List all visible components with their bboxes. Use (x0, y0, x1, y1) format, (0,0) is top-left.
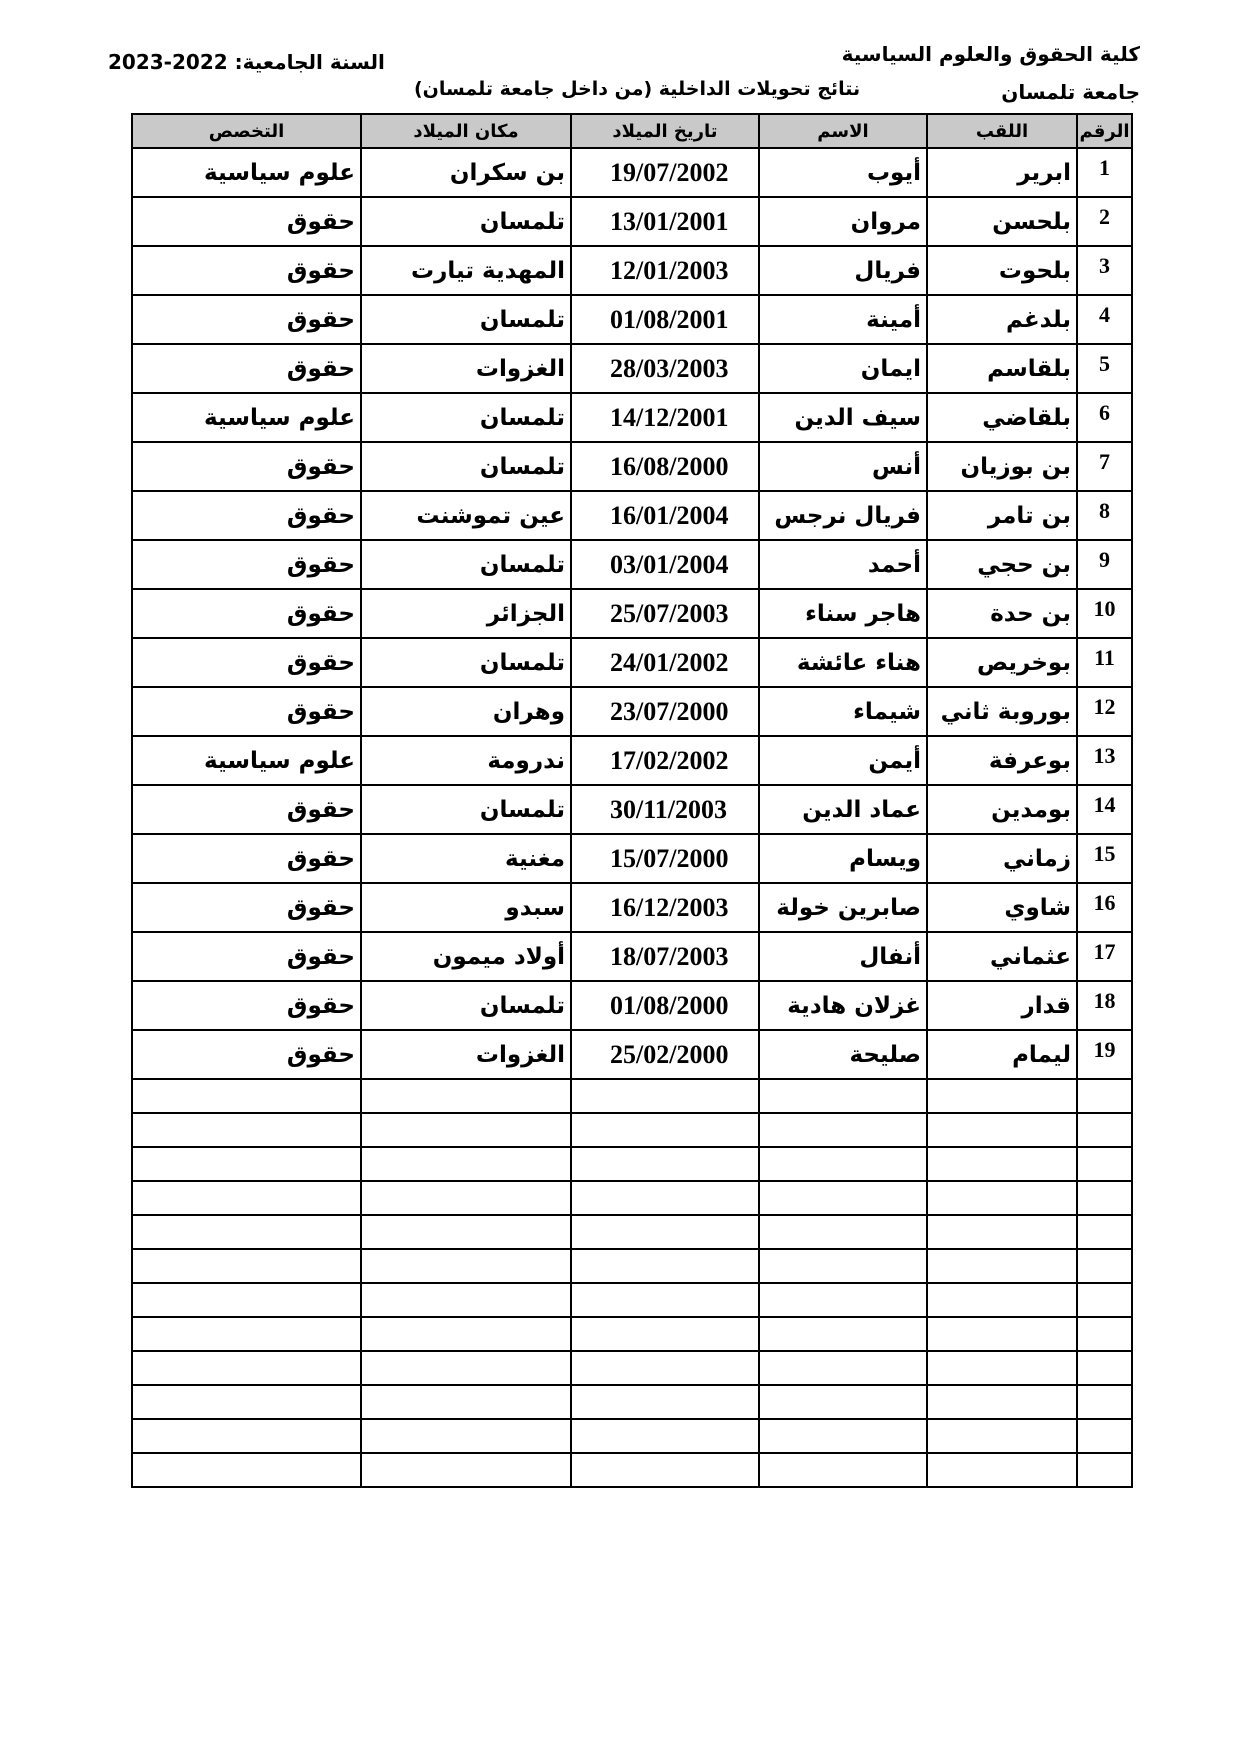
empty-cell (759, 1113, 927, 1147)
surname-cell: قدار (927, 981, 1077, 1030)
empty-cell (927, 1419, 1077, 1453)
specialty-cell: حقوق (132, 246, 361, 295)
empty-table-row (132, 1283, 1132, 1317)
empty-cell (571, 1385, 759, 1419)
specialty-cell: حقوق (132, 540, 361, 589)
empty-cell (361, 1079, 571, 1113)
empty-cell (361, 1419, 571, 1453)
empty-cell (759, 1249, 927, 1283)
table-row (132, 638, 1132, 687)
birth-place-cell: تلمسان (361, 295, 571, 344)
empty-cell (1077, 1453, 1132, 1487)
empty-table-row (132, 1113, 1132, 1147)
name-cell: ايمان (759, 344, 927, 393)
row-number: 5 (1077, 344, 1132, 393)
name-cell: أمينة (759, 295, 927, 344)
university-name: جامعة تلمسان (1001, 80, 1140, 104)
empty-cell (759, 1317, 927, 1351)
surname-cell: بوروبة ثاني (927, 687, 1077, 736)
empty-cell (927, 1181, 1077, 1215)
empty-cell (571, 1113, 759, 1147)
name-cell: مروان (759, 197, 927, 246)
empty-cell (361, 1453, 571, 1487)
empty-cell (361, 1351, 571, 1385)
column-header-specialty: التخصص (132, 114, 361, 148)
empty-cell (927, 1113, 1077, 1147)
empty-cell (361, 1181, 571, 1215)
empty-cell (1077, 1249, 1132, 1283)
empty-cell (759, 1419, 927, 1453)
empty-cell (132, 1453, 361, 1487)
empty-cell (1077, 1181, 1132, 1215)
birth-date-cell: 28/03/2003 (571, 344, 759, 393)
birth-date-cell: 25/02/2000 (571, 1030, 759, 1079)
empty-cell (759, 1453, 927, 1487)
name-cell: ويسام (759, 834, 927, 883)
surname-cell: زماني (927, 834, 1077, 883)
table-row (132, 736, 1132, 785)
birth-date-cell: 01/08/2000 (571, 981, 759, 1030)
empty-cell (759, 1283, 927, 1317)
birth-date-cell: 14/12/2001 (571, 393, 759, 442)
birth-date-cell: 12/01/2003 (571, 246, 759, 295)
birth-place-cell: تلمسان (361, 981, 571, 1030)
empty-cell (927, 1385, 1077, 1419)
empty-cell (361, 1215, 571, 1249)
name-cell: أحمد (759, 540, 927, 589)
empty-cell (132, 1113, 361, 1147)
empty-cell (361, 1283, 571, 1317)
empty-cell (927, 1147, 1077, 1181)
birth-place-cell: مغنية (361, 834, 571, 883)
empty-cell (571, 1147, 759, 1181)
name-cell: أنس (759, 442, 927, 491)
empty-table-row (132, 1453, 1132, 1487)
table-row (132, 197, 1132, 246)
faculty-name: كلية الحقوق والعلوم السياسية (841, 42, 1140, 66)
specialty-cell: حقوق (132, 295, 361, 344)
column-header-birth-date: تاريخ الميلاد (571, 114, 759, 148)
specialty-cell: حقوق (132, 344, 361, 393)
empty-table-row (132, 1147, 1132, 1181)
academic-year: السنة الجامعية: 2022-2023 (108, 50, 385, 74)
birth-date-cell: 30/11/2003 (571, 785, 759, 834)
column-header-number: الرقم (1077, 114, 1132, 148)
empty-cell (927, 1317, 1077, 1351)
surname-cell: بلقاسم (927, 344, 1077, 393)
empty-table-row (132, 1419, 1132, 1453)
birth-place-cell: ندرومة (361, 736, 571, 785)
birth-date-cell: 15/07/2000 (571, 834, 759, 883)
birth-place-cell: الجزائر (361, 589, 571, 638)
name-cell: فريال (759, 246, 927, 295)
birth-place-cell: تلمسان (361, 393, 571, 442)
empty-cell (927, 1351, 1077, 1385)
table-row (132, 932, 1132, 981)
name-cell: صليحة (759, 1030, 927, 1079)
surname-cell: ليمام (927, 1030, 1077, 1079)
row-number: 6 (1077, 393, 1132, 442)
name-cell: شيماء (759, 687, 927, 736)
row-number: 11 (1077, 638, 1132, 687)
empty-cell (132, 1317, 361, 1351)
birth-place-cell: أولاد ميمون (361, 932, 571, 981)
birth-place-cell: الغزوات (361, 1030, 571, 1079)
row-number: 7 (1077, 442, 1132, 491)
surname-cell: بن تامر (927, 491, 1077, 540)
empty-table-row (132, 1317, 1132, 1351)
empty-cell (759, 1079, 927, 1113)
empty-cell (1077, 1113, 1132, 1147)
birth-date-cell: 17/02/2002 (571, 736, 759, 785)
empty-cell (759, 1147, 927, 1181)
results-table (131, 113, 1133, 1488)
table-row (132, 981, 1132, 1030)
specialty-cell: حقوق (132, 589, 361, 638)
birth-date-cell: 23/07/2000 (571, 687, 759, 736)
birth-place-cell: المهدية تيارت (361, 246, 571, 295)
empty-cell (759, 1181, 927, 1215)
empty-cell (132, 1147, 361, 1181)
empty-cell (132, 1215, 361, 1249)
birth-date-cell: 16/08/2000 (571, 442, 759, 491)
surname-cell: ابرير (927, 148, 1077, 197)
row-number: 3 (1077, 246, 1132, 295)
specialty-cell: حقوق (132, 981, 361, 1030)
row-number: 8 (1077, 491, 1132, 540)
empty-cell (1077, 1079, 1132, 1113)
empty-cell (759, 1385, 927, 1419)
birth-date-cell: 16/01/2004 (571, 491, 759, 540)
birth-place-cell: بن سكران (361, 148, 571, 197)
row-number: 1 (1077, 148, 1132, 197)
empty-cell (1077, 1147, 1132, 1181)
empty-cell (361, 1113, 571, 1147)
birth-place-cell: تلمسان (361, 785, 571, 834)
birth-date-cell: 24/01/2002 (571, 638, 759, 687)
specialty-cell: علوم سياسية (132, 393, 361, 442)
column-header-name: الاسم (759, 114, 927, 148)
birth-date-cell: 01/08/2001 (571, 295, 759, 344)
surname-cell: بن بوزيان (927, 442, 1077, 491)
surname-cell: بن حجي (927, 540, 1077, 589)
table-row (132, 1030, 1132, 1079)
column-header-birth-place: مكان الميلاد (361, 114, 571, 148)
empty-table-row (132, 1249, 1132, 1283)
empty-table-row (132, 1351, 1132, 1385)
specialty-cell: حقوق (132, 834, 361, 883)
name-cell: هاجر سناء (759, 589, 927, 638)
specialty-cell: حقوق (132, 638, 361, 687)
empty-cell (1077, 1215, 1132, 1249)
table-row (132, 344, 1132, 393)
empty-cell (927, 1079, 1077, 1113)
name-cell: عماد الدين (759, 785, 927, 834)
birth-date-cell: 16/12/2003 (571, 883, 759, 932)
empty-cell (1077, 1351, 1132, 1385)
empty-cell (132, 1419, 361, 1453)
table-row (132, 589, 1132, 638)
name-cell: غزلان هادية (759, 981, 927, 1030)
specialty-cell: حقوق (132, 491, 361, 540)
empty-cell (361, 1317, 571, 1351)
empty-cell (1077, 1385, 1132, 1419)
surname-cell: بلحوت (927, 246, 1077, 295)
row-number: 12 (1077, 687, 1132, 736)
table-row (132, 540, 1132, 589)
name-cell: هناء عائشة (759, 638, 927, 687)
birth-place-cell: الغزوات (361, 344, 571, 393)
surname-cell: بوعرفة (927, 736, 1077, 785)
empty-cell (361, 1385, 571, 1419)
row-number: 14 (1077, 785, 1132, 834)
empty-cell (361, 1249, 571, 1283)
specialty-cell: حقوق (132, 687, 361, 736)
birth-date-cell: 18/07/2003 (571, 932, 759, 981)
birth-place-cell: سبدو (361, 883, 571, 932)
birth-place-cell: وهران (361, 687, 571, 736)
empty-cell (927, 1249, 1077, 1283)
name-cell: أيوب (759, 148, 927, 197)
specialty-cell: علوم سياسية (132, 148, 361, 197)
birth-place-cell: تلمسان (361, 197, 571, 246)
empty-table-row (132, 1215, 1132, 1249)
row-number: 4 (1077, 295, 1132, 344)
empty-cell (927, 1283, 1077, 1317)
empty-cell (759, 1351, 927, 1385)
name-cell: سيف الدين (759, 393, 927, 442)
birth-date-cell: 03/01/2004 (571, 540, 759, 589)
specialty-cell: حقوق (132, 932, 361, 981)
table-row (132, 687, 1132, 736)
row-number: 19 (1077, 1030, 1132, 1079)
empty-cell (1077, 1419, 1132, 1453)
empty-cell (927, 1215, 1077, 1249)
empty-cell (132, 1351, 361, 1385)
table-row (132, 883, 1132, 932)
specialty-cell: حقوق (132, 442, 361, 491)
empty-cell (361, 1147, 571, 1181)
birth-place-cell: تلمسان (361, 638, 571, 687)
name-cell: صابرين خولة (759, 883, 927, 932)
document-title: نتائج تحويلات الداخلية (من داخل جامعة تلمسان) (414, 78, 861, 100)
empty-cell (571, 1317, 759, 1351)
row-number: 17 (1077, 932, 1132, 981)
surname-cell: شاوي (927, 883, 1077, 932)
empty-cell (1077, 1317, 1132, 1351)
empty-cell (132, 1283, 361, 1317)
row-number: 2 (1077, 197, 1132, 246)
specialty-cell: حقوق (132, 1030, 361, 1079)
row-number: 15 (1077, 834, 1132, 883)
surname-cell: بن حدة (927, 589, 1077, 638)
table-row (132, 295, 1132, 344)
empty-cell (1077, 1283, 1132, 1317)
table-row (132, 442, 1132, 491)
row-number: 18 (1077, 981, 1132, 1030)
surname-cell: بوخريص (927, 638, 1077, 687)
surname-cell: بلدغم (927, 295, 1077, 344)
specialty-cell: حقوق (132, 785, 361, 834)
table-row (132, 491, 1132, 540)
row-number: 9 (1077, 540, 1132, 589)
empty-table-row (132, 1385, 1132, 1419)
empty-cell (571, 1419, 759, 1453)
empty-cell (132, 1385, 361, 1419)
specialty-cell: حقوق (132, 197, 361, 246)
birth-place-cell: عين تموشنت (361, 491, 571, 540)
birth-place-cell: تلمسان (361, 540, 571, 589)
row-number: 16 (1077, 883, 1132, 932)
table-row (132, 785, 1132, 834)
name-cell: أنفال (759, 932, 927, 981)
column-header-surname: اللقب (927, 114, 1077, 148)
specialty-cell: حقوق (132, 883, 361, 932)
birth-place-cell: تلمسان (361, 442, 571, 491)
row-number: 13 (1077, 736, 1132, 785)
empty-cell (571, 1079, 759, 1113)
empty-table-row (132, 1181, 1132, 1215)
table-row (132, 393, 1132, 442)
table-row (132, 834, 1132, 883)
empty-table-row (132, 1079, 1132, 1113)
surname-cell: بلحسن (927, 197, 1077, 246)
empty-cell (759, 1215, 927, 1249)
birth-date-cell: 19/07/2002 (571, 148, 759, 197)
surname-cell: بومدين (927, 785, 1077, 834)
empty-cell (571, 1181, 759, 1215)
row-number: 10 (1077, 589, 1132, 638)
surname-cell: عثماني (927, 932, 1077, 981)
empty-cell (132, 1249, 361, 1283)
table-row (132, 148, 1132, 197)
empty-cell (132, 1181, 361, 1215)
empty-cell (571, 1351, 759, 1385)
empty-cell (571, 1249, 759, 1283)
empty-cell (571, 1283, 759, 1317)
empty-cell (571, 1215, 759, 1249)
birth-date-cell: 25/07/2003 (571, 589, 759, 638)
birth-date-cell: 13/01/2001 (571, 197, 759, 246)
specialty-cell: علوم سياسية (132, 736, 361, 785)
name-cell: أيمن (759, 736, 927, 785)
empty-cell (571, 1453, 759, 1487)
table-header-row (132, 114, 1132, 148)
name-cell: فريال نرجس (759, 491, 927, 540)
table-row (132, 246, 1132, 295)
surname-cell: بلقاضي (927, 393, 1077, 442)
empty-cell (927, 1453, 1077, 1487)
empty-cell (132, 1079, 361, 1113)
